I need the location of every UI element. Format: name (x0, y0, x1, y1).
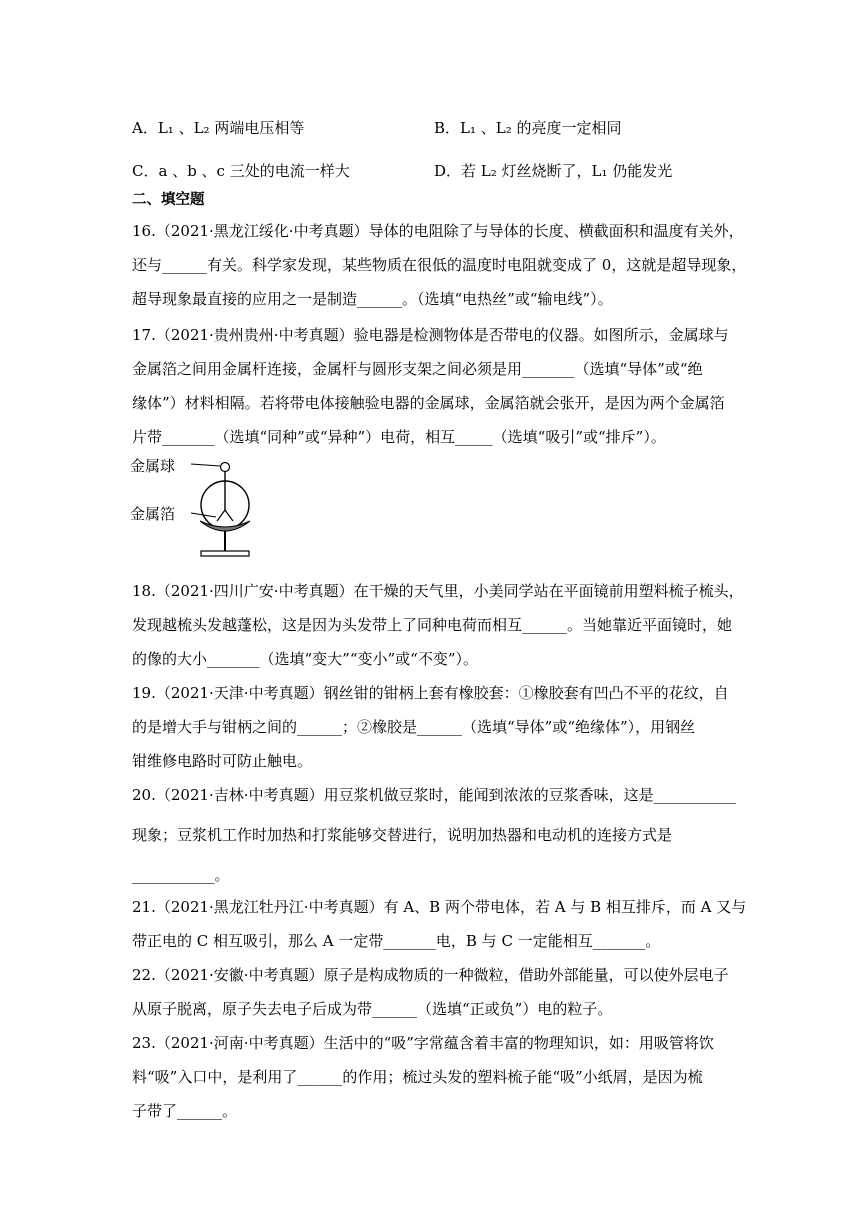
question-line: 17.（2021·贵州贵州·中考真题）验电器是检测物体是否带电的仪器。如图所示，金属球与 (132, 326, 729, 344)
option-c: C．a 、b 、c 三处的电流一样大 (132, 162, 350, 180)
question-line: 子带了______。 (132, 1102, 238, 1120)
question-22 (132, 958, 732, 1026)
question-line: 发现越梳头发越蓬松，这是因为头发带上了同种电荷而相互______。当她靠近平面镜时，她 (132, 616, 733, 634)
label-metal-ball: 金属球 (130, 457, 176, 475)
question-line: ___________。 (132, 866, 230, 884)
question-line: 钳维修电路时可防止触电。 (132, 752, 313, 770)
question-line: 超导现象最直接的应用之一是制造______。（选填“电热丝”或“输电线”）。 (132, 290, 613, 308)
question-line: 片带_______（选填“同种”或“异种”）电荷，相互_____（选填“吸引”或“排斥”）。 (132, 428, 666, 446)
electroscope-figure (128, 455, 288, 565)
question-line: 的像的大小_______（选填“变大”“变小”或“不变”）。 (132, 650, 479, 668)
question-line: 23.（2021·河南·中考真题）生活中的“吸”字常蕴含着丰富的物理知识，如：用吸管将饮 (132, 1034, 714, 1052)
question-line: 19.（2021·天津·中考真题）钢丝钳的钳柄上套有橡胶套：①橡胶套有凹凸不平的花纹，自 (132, 684, 729, 702)
question-line: 带正电的 C 相互吸引，那么 A 一定带_______电，B 与 C 一定能相互_______。 (132, 932, 661, 950)
option-b: B．L₁ 、L₂ 的亮度一定相同 (434, 119, 622, 137)
question-line: 现象；豆浆机工作时加热和打浆能够交替进行，说明加热器和电动机的连接方式是 (132, 826, 673, 844)
label-metal-foil: 金属箔 (130, 505, 176, 523)
question-line: 20.（2021·吉林·中考真题）用豆浆机做豆浆时，能闻到浓浓的豆浆香味，这是___________ (132, 786, 737, 804)
options-row-cd (132, 157, 772, 185)
question-17 (132, 318, 732, 454)
section-title: 二、填空题 (132, 191, 205, 208)
question-line: 的是增大手与钳柄之间的______；②橡胶是______（选填“导体”或“绝缘体”），用钢丝 (132, 718, 696, 736)
question-line: 22.（2021·安徽·中考真题）原子是构成物质的一种微粒，借助外部能量，可以使外层电子 (132, 966, 729, 984)
question-line: 从原子脱离，原子失去电子后成为带______（选填“正或负”）电的粒子。 (132, 1000, 613, 1018)
question-16 (132, 214, 747, 316)
question-18 (132, 574, 744, 676)
question-21 (132, 890, 747, 958)
question-19 (132, 676, 732, 778)
option-d: D．若 L₂ 灯丝烧断了，L₁ 仍能发光 (434, 162, 673, 180)
question-line: 料“吸”入口中，是利用了______的作用；梳过头发的塑料梳子能“吸”小纸屑，是因为梳 (132, 1068, 703, 1086)
question-line: 缘体”）材料相隔。若将带电体接触验电器的金属球，金属箔就会张开，是因为两个金属箔 (132, 394, 725, 412)
question-line: 21.（2021·黑龙江牡丹江·中考真题）有 A、B 两个带电体，若 A 与 B 相互排斥，而 A 又与 (132, 898, 747, 916)
question-line: 16.（2021·黑龙江绥化·中考真题）导体的电阻除了与导体的长度、横截面积和温度有关外， (132, 222, 744, 240)
option-a: A．L₁ 、L₂ 两端电压相等 (132, 119, 305, 137)
question-line: 还与______有关。科学家发现，某些物质在很低的温度时电阻就变成了 0，这就是超导现象， (132, 256, 747, 274)
question-line: 18.（2021·四川广安·中考真题）在干燥的天气里，小美同学站在平面镜前用塑料梳子梳头， (132, 582, 744, 600)
question-23 (132, 1026, 732, 1128)
question-line: 金属箔之间用金属杆连接，金属杆与圆形支架之间必须是用_______（选填“导体”或“绝 (132, 360, 703, 378)
options-row-ab (132, 114, 772, 142)
question-20 (132, 778, 737, 892)
